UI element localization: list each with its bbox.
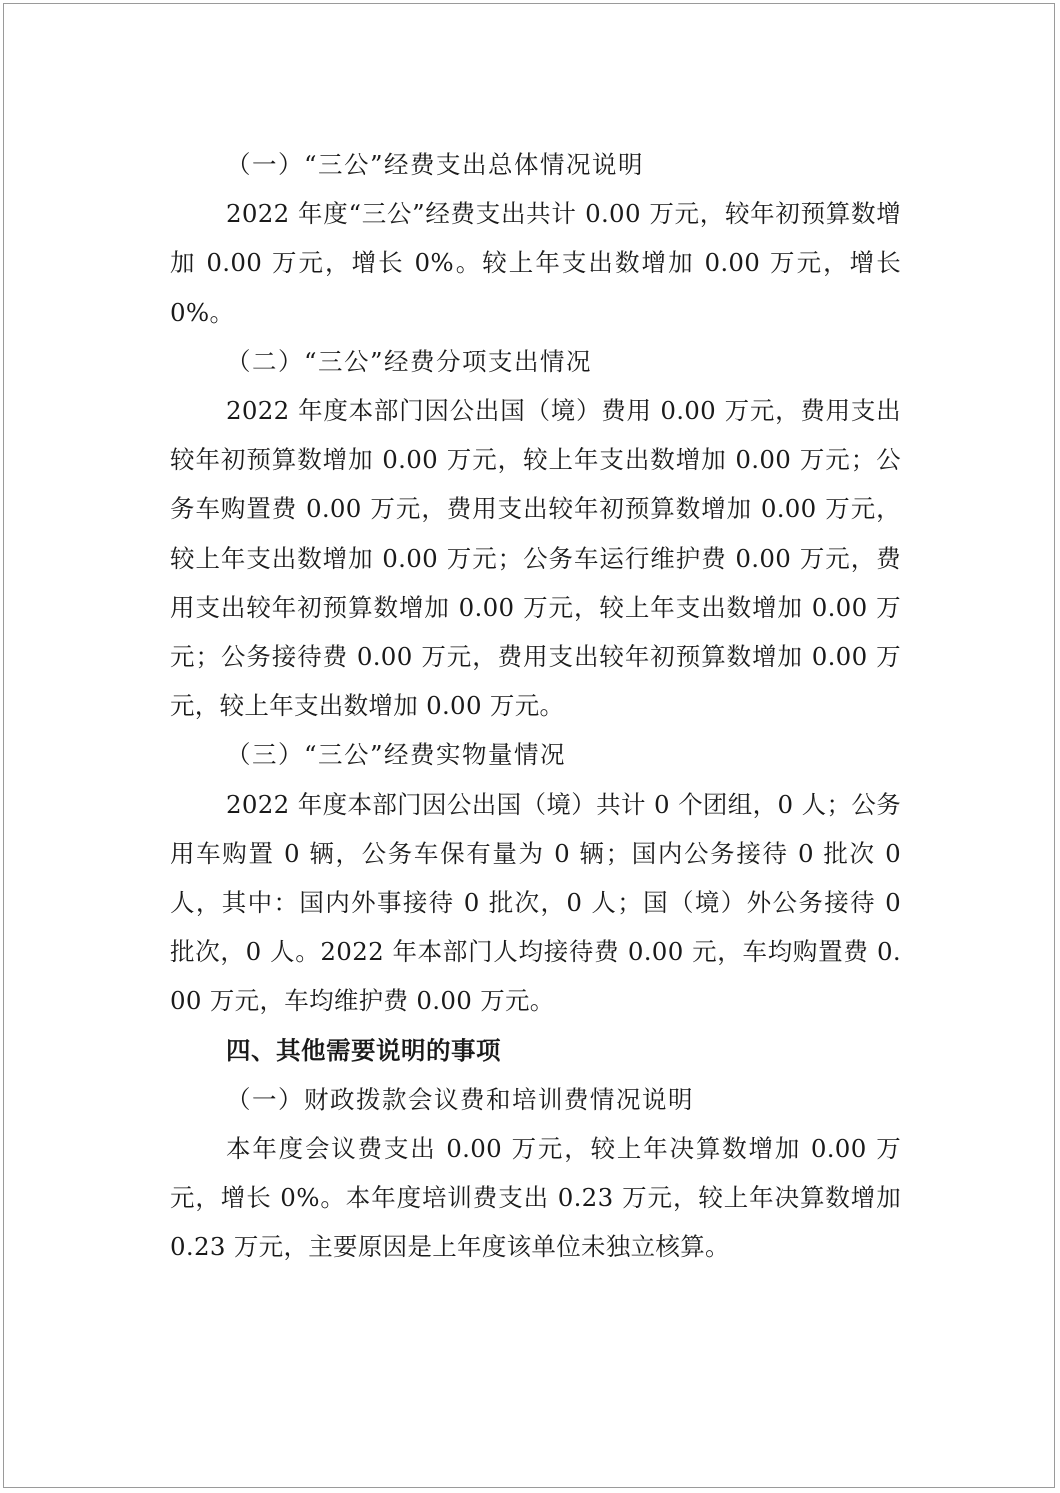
paragraph-three-public-physical: 2022 年度本部门因公出国（境）共计 0 个团组，0 人；公务用车购置 0 辆，公务车保有量为 0 辆；国内公务接待 0 批次 0 人，其中：国内外事接待 0 批次，0 人；国（境）外公务接待 0 批次，0 人。2022 年本部门人均接待费 0.00 元，车均购置费 0.00 万元，车均维护费 0.00 万元。 xyxy=(170,789,901,1016)
paragraph-three-public-overview: 2022 年度“三公”经费支出共计 0.00 万元，较年初预算数增加 0.00 万元，增长 0%。较上年支出数增加 0.00 万元，增长 0%。 xyxy=(170,199,901,327)
paragraph-three-public-itemized: 2022 年度本部门因公出国（境）费用 0.00 万元，费用支出较年初预算数增加 0.00 万元，较上年支出数增加 0.00 万元；公务车购置费 0.00 万元，费用支出较年初预算数增加 0.00 万元，较上年支出数增加 0.00 万元；公务车运行维护费 0.00 万元，费用支出较年初预算数增加 0.00 万元，较上年支出数增加 0.00 万元；公务接待费 0.00 万元，费用支出较年初预算数增加 0.00 万元，较上年支出数增加 0.00 万元。 xyxy=(170,396,901,721)
document-page xyxy=(3,3,1055,1488)
section-heading-other-matters: 四、其他需要说明的事项 xyxy=(226,1035,501,1065)
paragraph-meeting-training: 本年度会议费支出 0.00 万元，较上年决算数增加 0.00 万元，增长 0%。本年度培训费支出 0.23 万元，较上年决算数增加 0.23 万元，主要原因是上年度该单位未独立核算。 xyxy=(170,1134,901,1262)
document-body xyxy=(170,140,901,1272)
section-heading-three-public-physical: （三）“三公”经费实物量情况 xyxy=(226,740,567,770)
section-heading-three-public-overview: （一）“三公”经费支出总体情况说明 xyxy=(226,150,645,179)
section-heading-meeting-training: （一）财政拨款会议费和培训费情况说明 xyxy=(226,1084,694,1114)
section-heading-three-public-itemized: （二）“三公”经费分项支出情况 xyxy=(226,346,593,376)
